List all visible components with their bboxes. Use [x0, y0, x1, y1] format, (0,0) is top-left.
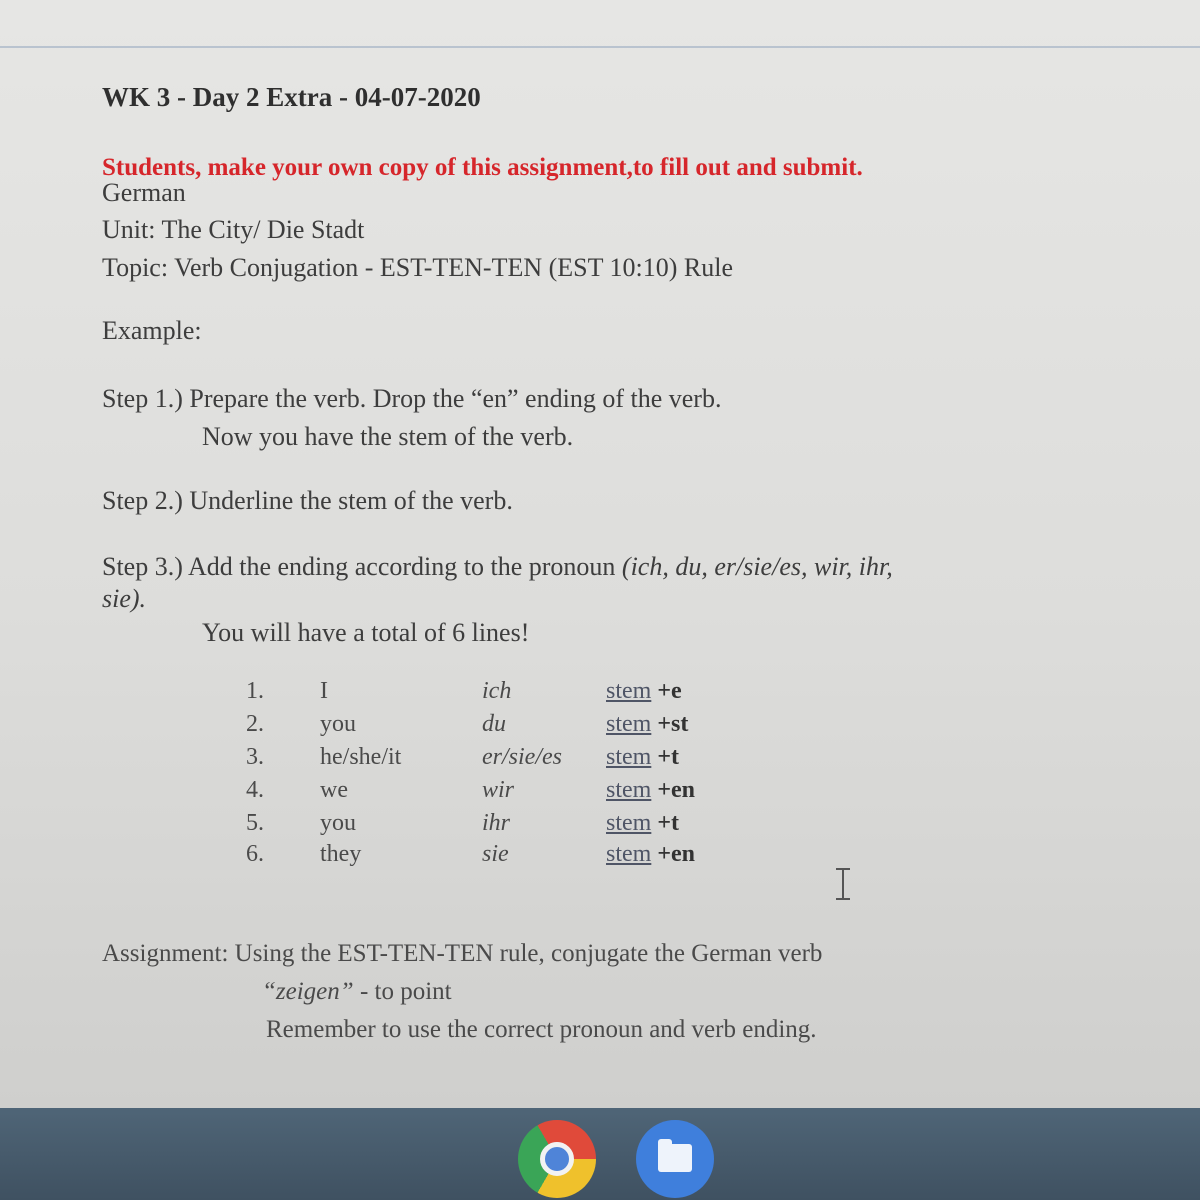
- table-row: [246, 744, 746, 776]
- english-pronoun: they: [320, 841, 362, 867]
- row-number: 2.: [246, 711, 264, 737]
- step1-line: Step 1.) Prepare the verb. Drop the “en” ending of the verb.: [102, 384, 722, 413]
- verb-ending: [606, 678, 682, 705]
- verb-ending: [606, 841, 695, 868]
- copy-notice: Students, make your own copy of this assignment,to fill out and submit.: [102, 154, 863, 181]
- table-row: [246, 777, 746, 809]
- english-pronoun: he/she/it: [320, 744, 402, 770]
- assignment-meaning: - to point: [353, 978, 452, 1005]
- table-row: [246, 711, 746, 743]
- table-row: [246, 678, 746, 710]
- stem-word: stem: [606, 841, 652, 867]
- german-pronoun: er/sie/es: [482, 744, 562, 770]
- stem-word: stem: [606, 810, 652, 836]
- ending-suffix: +t: [657, 810, 679, 836]
- ending-suffix: +t: [657, 744, 679, 770]
- ending-suffix: +en: [657, 777, 696, 803]
- files-icon[interactable]: [636, 1120, 714, 1198]
- german-pronoun: du: [482, 711, 506, 737]
- subject-line: German: [102, 178, 186, 207]
- row-number: 5.: [246, 810, 264, 836]
- step3-prefix: Step 3.) Add the ending according to the pronoun: [102, 552, 622, 581]
- table-row: [246, 810, 746, 842]
- assignment-line: Assignment: Using the EST-TEN-TEN rule, conjugate the German verb: [102, 940, 823, 967]
- document-title: WK 3 - Day 2 Extra - 04-07-2020: [102, 82, 481, 112]
- english-pronoun: you: [320, 711, 356, 737]
- verb-ending: [606, 744, 679, 771]
- chrome-icon[interactable]: [518, 1120, 596, 1198]
- verb-ending: [606, 777, 695, 804]
- text-cursor-icon: [836, 868, 850, 900]
- conjugation-table: [246, 678, 746, 878]
- example-label: Example:: [102, 316, 202, 345]
- german-pronoun: ihr: [482, 810, 511, 836]
- row-number: 1.: [246, 678, 264, 704]
- stem-word: stem: [606, 744, 652, 770]
- stem-word: stem: [606, 711, 652, 737]
- page-top-divider: [0, 46, 1200, 48]
- stem-word: stem: [606, 678, 652, 704]
- row-number: 3.: [246, 744, 264, 770]
- taskbar: [0, 1108, 1200, 1200]
- german-pronoun: wir: [482, 777, 515, 803]
- stem-word: stem: [606, 777, 652, 803]
- step3-pronouns: (ich, du, er/sie/es, wir, ihr,: [621, 552, 893, 581]
- step3-note: You will have a total of 6 lines!: [202, 618, 530, 647]
- english-pronoun: you: [320, 810, 356, 836]
- verb-ending: [606, 711, 688, 738]
- step2-line: Step 2.) Underline the stem of the verb.: [102, 486, 513, 515]
- row-number: 6.: [246, 841, 264, 867]
- english-pronoun: we: [320, 777, 348, 803]
- step3-line: [102, 552, 893, 582]
- assignment-reminder: Remember to use the correct pronoun and verb ending.: [266, 1016, 817, 1043]
- english-pronoun: I: [320, 678, 328, 704]
- step3-pronouns-cont: sie).: [102, 584, 147, 613]
- ending-suffix: +en: [657, 841, 696, 867]
- unit-line: Unit: The City/ Die Stadt: [102, 215, 365, 244]
- row-number: 4.: [246, 777, 264, 803]
- assignment-verb: “zeigen”: [262, 978, 354, 1005]
- german-pronoun: ich: [482, 678, 512, 704]
- step1-subline: Now you have the stem of the verb.: [202, 422, 574, 451]
- ending-suffix: +st: [657, 711, 689, 737]
- table-row: [246, 841, 746, 873]
- german-pronoun: sie: [482, 841, 509, 867]
- topic-line: Topic: Verb Conjugation - EST-TEN-TEN (EST 10:10) Rule: [102, 253, 734, 282]
- ending-suffix: +e: [657, 678, 682, 704]
- verb-ending: [606, 810, 679, 837]
- assignment-verb-line: [262, 978, 452, 1006]
